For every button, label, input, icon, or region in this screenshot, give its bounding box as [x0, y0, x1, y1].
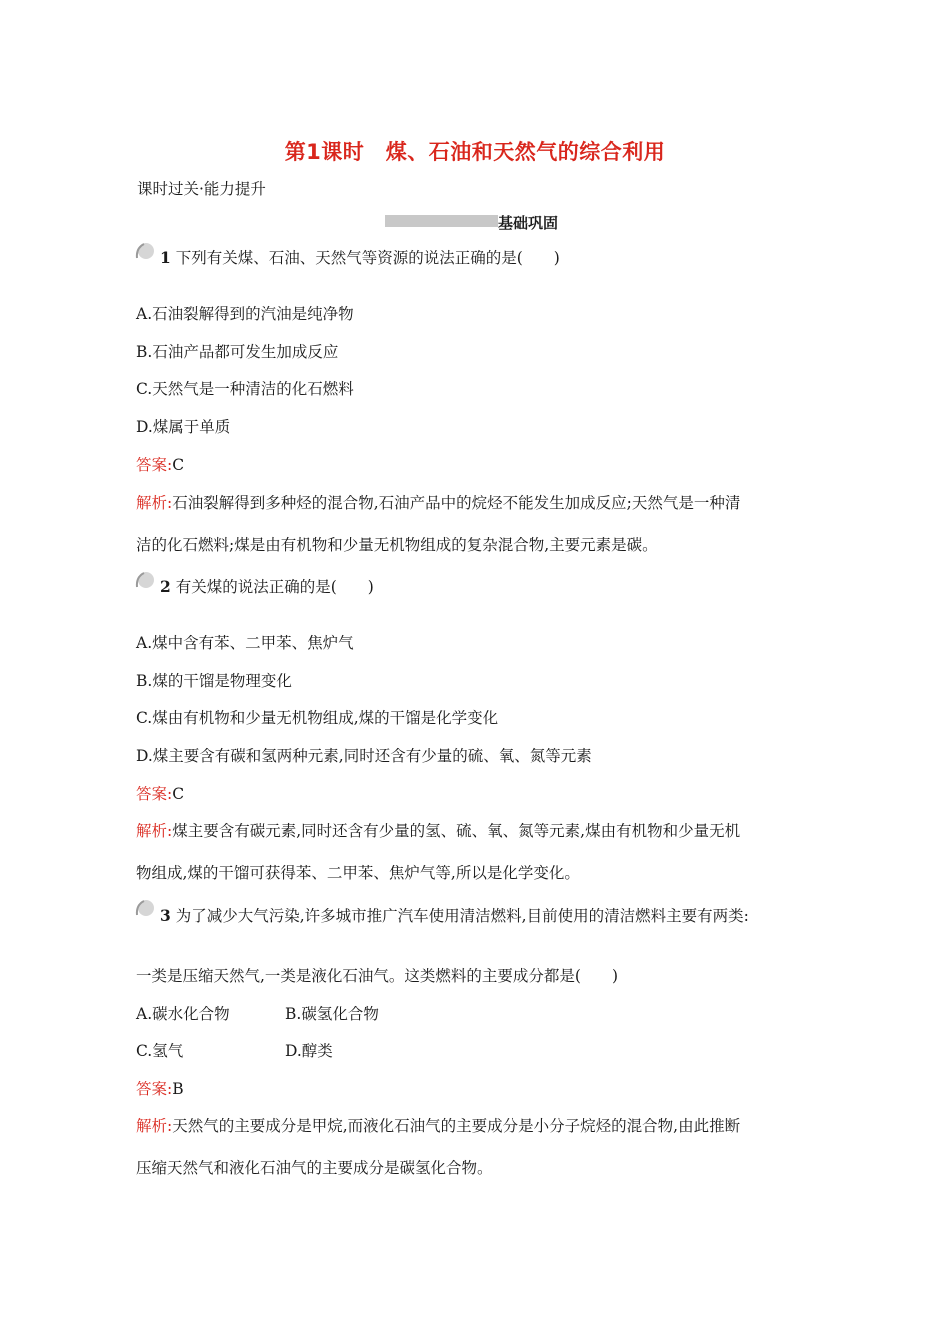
- question-stem: 为了减少大气污染,许多城市推广汽车使用清洁燃料,目前使用的清洁燃料主要有两类:: [175, 907, 749, 925]
- answer-line: [136, 1077, 184, 1099]
- section-label: 基础巩固: [498, 214, 559, 232]
- question-number: 1: [160, 248, 171, 267]
- answer-value: C: [172, 785, 185, 803]
- question-number: 3: [160, 906, 171, 925]
- answer-line: [136, 782, 184, 804]
- answer-value: B: [172, 1080, 184, 1098]
- option-d: D.煤属于单质: [136, 418, 231, 436]
- question-stem: 有关煤的说法正确的是( ): [175, 578, 374, 596]
- page-title: 第1课时 煤、石油和天然气的综合利用: [284, 140, 666, 164]
- answer-label: 答案:: [136, 785, 173, 803]
- explanation-label: 解析:: [136, 494, 173, 512]
- explanation-line-1: [136, 819, 740, 841]
- question-1: [160, 246, 560, 268]
- explanation-label: 解析:: [136, 822, 173, 840]
- option-c: C.天然气是一种清洁的化石燃料: [136, 380, 354, 398]
- option-a: A.碳水化合物: [136, 1005, 230, 1023]
- explanation-line-1: [136, 491, 740, 513]
- option-d: D.醇类: [285, 1042, 333, 1060]
- question-marker-icon: [134, 571, 156, 591]
- section-bar: [385, 215, 498, 227]
- option-a: A.煤中含有苯、二甲苯、焦炉气: [136, 634, 354, 652]
- question-2: [160, 575, 374, 597]
- option-a: A.石油裂解得到的汽油是纯净物: [136, 305, 354, 323]
- subtitle: 课时过关·能力提升: [137, 180, 266, 198]
- question-stem: 下列有关煤、石油、天然气等资源的说法正确的是( ): [175, 249, 560, 267]
- question-marker-icon: [134, 242, 156, 262]
- explanation-text: 煤主要含有碳元素,同时还含有少量的氢、硫、氧、氮等元素,煤由有机物和少量无机: [172, 822, 741, 840]
- explanation-line-2: 物组成,煤的干馏可获得苯、二甲苯、焦炉气等,所以是化学变化。: [136, 864, 580, 882]
- question-number: 2: [160, 577, 171, 596]
- option-b: B.碳氢化合物: [285, 1005, 379, 1023]
- question-marker-icon: [134, 899, 156, 919]
- option-c: C.煤由有机物和少量无机物组成,煤的干馏是化学变化: [136, 709, 499, 727]
- answer-label: 答案:: [136, 1080, 173, 1098]
- question-stem-line-2: 一类是压缩天然气,一类是液化石油气。这类燃料的主要成分都是( ): [136, 967, 619, 985]
- answer-value: C: [172, 456, 185, 474]
- explanation-text: 石油裂解得到多种烃的混合物,石油产品中的烷烃不能发生加成反应;天然气是一种清: [172, 494, 741, 512]
- explanation-text: 天然气的主要成分是甲烷,而液化石油气的主要成分是小分子烷烃的混合物,由此推断: [172, 1117, 741, 1135]
- explanation-line-2: 洁的化石燃料;煤是由有机物和少量无机物组成的复杂混合物,主要元素是碳。: [136, 536, 658, 554]
- option-c: C.氢气: [136, 1042, 184, 1060]
- answer-line: [136, 453, 184, 475]
- explanation-line-2: 压缩天然气和液化石油气的主要成分是碳氢化合物。: [136, 1159, 493, 1177]
- answer-label: 答案:: [136, 456, 173, 474]
- question-3: [160, 904, 749, 926]
- option-b: B.煤的干馏是物理变化: [136, 672, 292, 690]
- explanation-label: 解析:: [136, 1117, 173, 1135]
- option-b: B.石油产品都可发生加成反应: [136, 343, 339, 361]
- explanation-line-1: [136, 1114, 740, 1136]
- option-d: D.煤主要含有碳和氢两种元素,同时还含有少量的硫、氧、氮等元素: [136, 747, 592, 765]
